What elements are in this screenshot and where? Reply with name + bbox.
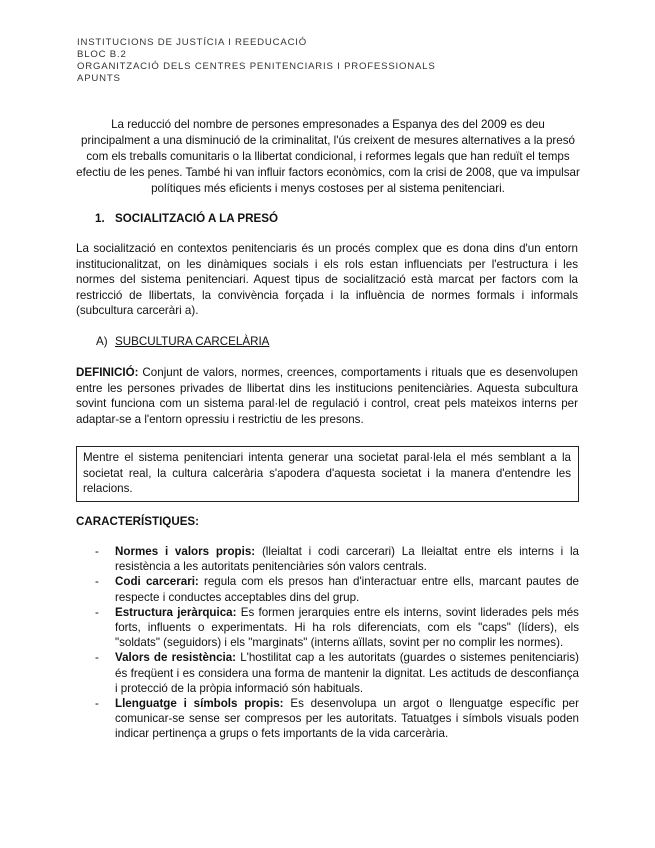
list-item-term: Llenguatge i símbols propis: <box>115 697 284 711</box>
bullet-dash: - <box>95 575 99 589</box>
list-item-term: Valors de resistència: <box>115 651 237 665</box>
bullet-dash: - <box>95 697 99 711</box>
list-item-text: (lleialtat i codi carcerari) La lleialtat entre els interns i la resistència a les autoritats penitenciàries són valors centrals. <box>115 545 579 574</box>
subsection-a-title: SUBCULTURA CARCELÀRIA <box>115 335 270 348</box>
list-item-term: Normes i valors propis: <box>115 545 256 558</box>
header-topic: ORGANITZACIÓ DELS CENTRES PENITENCIARIS I PROFESSIONALS <box>77 61 436 72</box>
document-header <box>77 37 577 85</box>
characteristics-list <box>95 544 579 742</box>
definition-text: Conjunt de valors, normes, creences, comportaments i rituals que es desenvolupen entre les persones privades de llibertat dins les institucions penitenciàries. Aquesta subcultura sovint funciona com un sistema paral·lel de regulació i control, creat pels mateixos interns per adaptar-se a l'entorn opressiu i restrictiu de les presons. <box>76 366 578 426</box>
list-item <box>95 574 579 604</box>
list-item-term: Codi carcerari: <box>115 575 199 589</box>
bullet-dash: - <box>95 545 99 558</box>
list-item <box>95 605 579 651</box>
list-item-term: Estructura jeràrquica: <box>115 605 237 619</box>
bullet-dash: - <box>95 605 99 619</box>
section-1-title: SOCIALITZACIÓ A LA PRESÓ <box>115 212 278 225</box>
list-item <box>95 544 579 574</box>
definition-label: DEFINICIÓ: <box>76 366 139 379</box>
header-course: INSTITUCIONS DE JUSTÍCIA I REEDUCACIÓ <box>77 37 308 48</box>
header-block: BLOC B.2 <box>77 49 127 60</box>
subsection-a-heading <box>96 335 269 349</box>
list-item-text: Es formen jerarquies entre els interns, sovint liderades pels més forts, influents o experimentats. Hi ha rols diferenciats, com els "caps" (líders), els "soldats" (seguidors) i els "marginats" (interns aïllats, sovint per no complir les normes). <box>115 605 579 650</box>
list-item-text: Es desenvolupa un argot o llenguatge específic per comunicar-se sense ser compresos per les autoritats. Tatuatges i símbols visuals poden indicar pertinença a grups o fets importants de la vida carcerària. <box>115 697 579 741</box>
section-1-number: 1. <box>95 212 105 225</box>
boxed-note: Mentre el sistema penitenciari intenta generar una societat paral·lela el més semblant a la societat real, la cultura calcerària s'apodera d'aquesta societat i la manera d'entendre les relacions. <box>76 446 579 502</box>
section-1-heading <box>95 212 278 226</box>
subsection-a-letter: A) <box>96 335 108 348</box>
definition-paragraph <box>76 365 578 427</box>
list-item <box>95 650 579 696</box>
list-item-text: L'hostilitat cap a les autoritats (guardes o sistemes penitenciaris) és freqüent i es considera una forma de mantenir la dignitat. Les actituds de desconfiança i protecció de la pròpia informació són habituals. <box>115 651 579 695</box>
intro-paragraph: La reducció del nombre de persones empresonades a Espanya des del 2009 es deu principalment a una disminució de la criminalitat, l'ús creixent de mesures alternatives a la presó com els treballs comunitaris o la llibertat condicional, i reformes legals que han reduït el temps efectiu de les penes. També hi van influir factors econòmics, com la crisi de 2008, que va impulsar polítiques més eficients i menys costoses per al sistema penitenciari. <box>76 118 580 195</box>
bullet-dash: - <box>95 651 99 665</box>
list-item <box>95 696 579 742</box>
socialization-paragraph: La socialització en contextos penitenciaris és un procés complex que es dona dins d'un entorn institucionalitzat, on les dinàmiques socials i els rols estan influenciats per l'estructura i les normes del sistema penitenciari. Aquest tipus de socialització està marcat per factors com la restricció de llibertats, la convivència forçada i la influència de normes formals i informals (subcultura carceràri a). <box>76 242 578 317</box>
characteristics-heading: CARACTERÍSTIQUES: <box>76 515 200 528</box>
list-item-text: regula com els presos han d'interactuar entre ells, marcant pautes de respecte i conductes acceptables dins del grup. <box>115 575 579 604</box>
header-type: APUNTS <box>77 73 121 84</box>
